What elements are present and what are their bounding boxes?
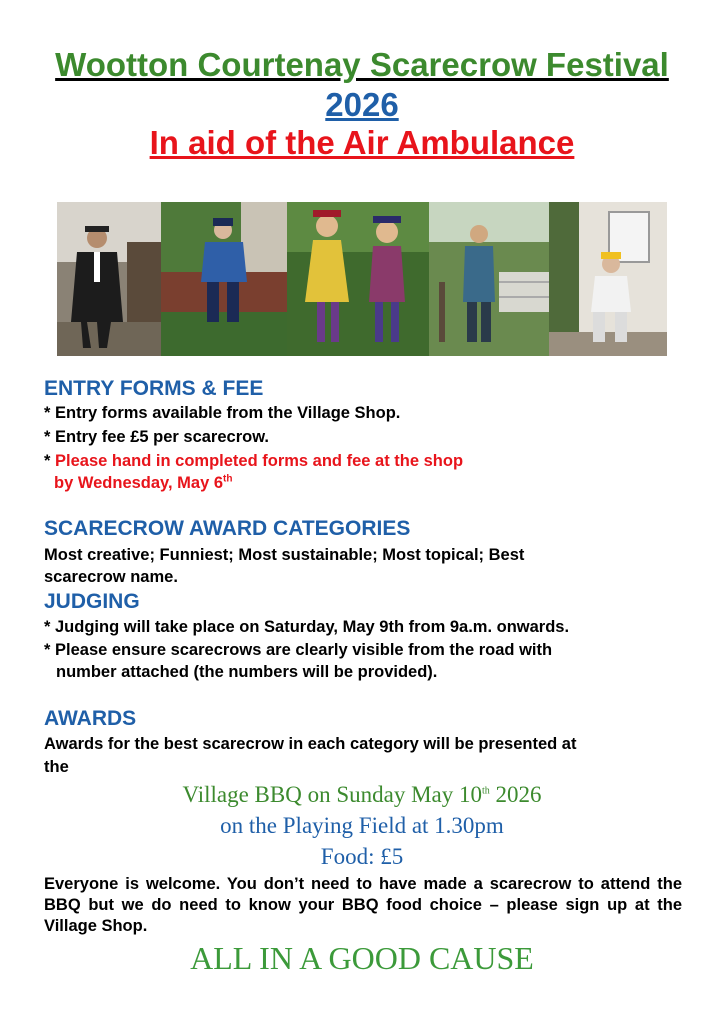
festival-title xyxy=(0,46,724,84)
slogan: ALL IN A GOOD CAUSE xyxy=(190,940,534,976)
scarecrow-photo-strip xyxy=(57,202,667,356)
scarecrow-pair-photo xyxy=(287,202,429,356)
entry-deadline-date xyxy=(54,473,233,494)
bbq-location: on the Playing Field at 1.30pm xyxy=(220,813,504,838)
categories-heading: SCARECROW AWARD CATEGORIES xyxy=(44,517,411,540)
awards-heading: AWARDS xyxy=(44,707,137,730)
entry-heading: ENTRY FORMS & FEE xyxy=(44,377,264,400)
entry-line-fee: * Entry fee £5 per scarecrow. xyxy=(44,428,270,446)
awards-line1: Awards for the best scarecrow in each category will be presented at xyxy=(44,735,577,753)
bbq-date-sup: th xyxy=(482,785,490,797)
scarecrow-suit-photo xyxy=(57,202,161,356)
categories-line1: Most creative; Funniest; Most sustainable; Most topical; Best xyxy=(44,546,525,564)
entry-line-forms: * Entry forms available from the Village Shop. xyxy=(44,404,401,422)
judging-line3: number attached (the numbers will be provided). xyxy=(56,663,438,681)
festival-title-text: Wootton Courtenay Scarecrow Festival xyxy=(55,46,669,83)
judging-line2: * Please ensure scarecrows are clearly visible from the road with xyxy=(44,641,553,659)
entry-bullet: * xyxy=(44,452,56,470)
bbq-date xyxy=(0,781,724,809)
judging-line1: * Judging will take place on Saturday, May 9th from 9a.m. onwards. xyxy=(44,618,570,636)
judging-heading: JUDGING xyxy=(44,590,140,613)
bbq-food-price: Food: £5 xyxy=(320,844,404,869)
welcome-text: Everyone is welcome. You don’t need to have made a scarecrow to attend the BBQ but we do need to know your BBQ food choice – please sign up at the Village Shop. xyxy=(44,875,682,935)
festival-year: 2026 xyxy=(325,86,399,123)
scarecrow-bench-photo xyxy=(161,202,287,356)
entry-line-deadline xyxy=(44,451,463,472)
awards-line2: the xyxy=(44,758,69,776)
entry-deadline-date-text: by Wednesday, May 6 xyxy=(54,474,224,492)
entry-deadline-sup: th xyxy=(223,473,233,485)
festival-cause: In aid of the Air Ambulance xyxy=(149,124,575,161)
scarecrow-gate-photo xyxy=(429,202,549,356)
entry-deadline-text: Please hand in completed forms and fee at the shop xyxy=(55,452,464,470)
scarecrow-workman-photo xyxy=(549,202,667,356)
bbq-date-text: Village BBQ on Sunday May 10 xyxy=(182,782,482,807)
bbq-year: 2026 xyxy=(489,782,542,807)
categories-line2: scarecrow name. xyxy=(44,568,178,586)
